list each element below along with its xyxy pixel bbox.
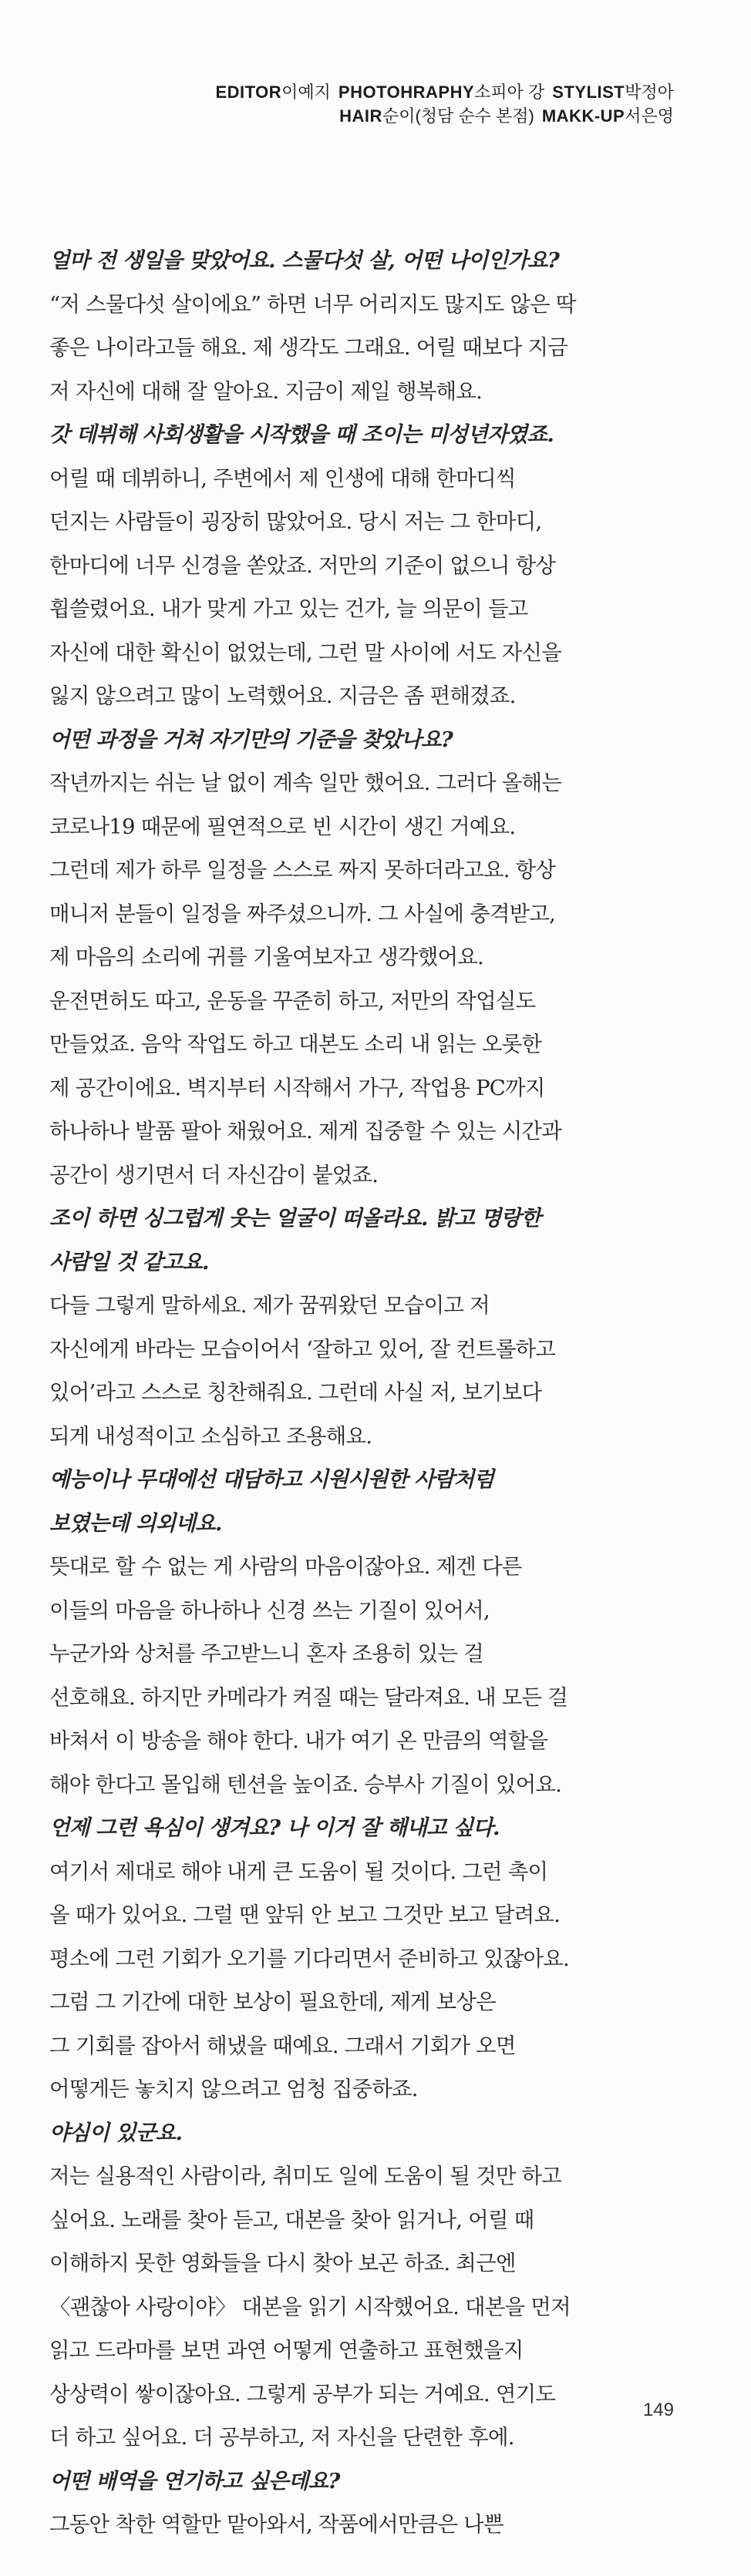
answer-line: 선호해요. 하지만 카메라가 켜질 때는 달라져요. 내 모든 걸 — [49, 1684, 568, 1710]
question-line: 조이 하면 싱그럽게 웃는 얼굴이 떠올라요. 밝고 명랑한 — [49, 1206, 541, 1231]
question-line: 어떤 과정을 거쳐 자기만의 기준을 찾았나요? — [49, 727, 453, 752]
answer-line: 제 마음의 소리에 귀를 기울여보자고 생각했어요. — [49, 945, 483, 969]
answer-line: 저는 실용적인 사람이라, 취미도 일에 도움이 될 것만 하고 — [49, 2164, 562, 2188]
answer-line: 어떻게든 놓치지 않으려고 엄청 집중하죠. — [49, 2077, 418, 2101]
credits-line-1 — [215, 80, 674, 104]
answer-line: “저 스물다섯 살이에요” 하면 너무 어리지도 많지도 않은 딱 — [49, 291, 576, 317]
answer-line: 읽고 드라마를 보면 과연 어떻게 연출하고 표현했을지 — [49, 2338, 524, 2363]
answer-line: 바쳐서 이 방송을 해야 한다. 내가 여기 온 만큼의 역할을 — [49, 1728, 548, 1753]
interview-article — [49, 239, 675, 2547]
answer-line: 더 하고 싶어요. 더 공부하고, 저 자신을 단련한 후에. — [49, 2425, 514, 2450]
answer-line: 상상력이 쌓이잖아요. 그렇게 공부가 되는 거예요. 연기도 — [49, 2381, 556, 2406]
answer-line: 한마디에 너무 신경을 쏟았죠. 저만의 기준이 없으니 항상 — [49, 552, 556, 578]
answer-line: 매니저 분들이 일정을 짜주셨으니까. 그 사실에 충격받고, — [49, 901, 556, 926]
answer-line: 누군가와 상처를 주고받느니 혼자 조용히 있는 걸 — [49, 1641, 483, 1666]
answer-line: 던지는 사람들이 굉장히 많았어요. 당시 저는 그 한마디, — [49, 509, 542, 534]
answer-line: 휩쓸렸어요. 내가 맞게 가고 있는 건가, 늘 의문이 들고 — [49, 596, 528, 621]
answer-line: 잃지 않으려고 많이 노력했어요. 지금은 좀 편해졌죠. — [49, 683, 516, 708]
question-line: 야심이 있군요. — [49, 2120, 183, 2145]
credit-item — [542, 106, 674, 126]
credit-role: STYLIST — [552, 82, 625, 102]
credit-item — [338, 82, 544, 102]
answer-line: 다들 그렇게 말하세요. 제가 꿈꿔왔던 모습이고 저 — [49, 1293, 490, 1318]
answer-line: 공간이 생기면서 더 자신감이 붙었죠. — [49, 1162, 379, 1187]
credit-name: 소피아 강 — [474, 82, 545, 102]
answer-line: 뜻대로 할 수 없는 게 사람의 마음이잖아요. 제겐 다른 — [49, 1554, 522, 1579]
credits-line-2 — [215, 104, 674, 128]
question-line: 갓 데뷔해 사회생활을 시작했을 때 조이는 미성년자였죠. — [49, 422, 554, 447]
answer-line: 하나하나 발품 팔아 채웠어요. 제게 집중할 수 있는 시간과 — [49, 1119, 562, 1144]
credit-role: PHOTOHRAPHY — [338, 82, 475, 102]
question-line: 사람일 것 같고요. — [49, 1249, 209, 1275]
question-line: 예능이나 무대에선 대담하고 시원시원한 사람처럼 — [49, 1467, 494, 1492]
answer-line: 코로나19 때문에 필연적으로 빈 시간이 생긴 거예요. — [49, 814, 516, 839]
answer-line: 올 때가 있어요. 그럴 땐 앞뒤 안 보고 그것만 보고 달려요. — [49, 1903, 561, 1927]
credit-item — [339, 106, 534, 126]
answer-line: 그런데 제가 하루 일정을 스스로 짜지 못하더라고요. 항상 — [49, 858, 556, 882]
answer-line: 평소에 그런 기회가 오기를 기다리면서 준비하고 있잖아요. — [49, 1946, 569, 1971]
page-number: 149 — [642, 2400, 674, 2420]
answer-line: 좋은 나이라고들 해요. 제 생각도 그래요. 어릴 때보다 지금 — [49, 335, 568, 360]
answer-line: 운전면허도 따고, 운동을 꾸준히 하고, 저만의 작업실도 — [49, 988, 536, 1013]
answer-line: 어릴 때 데뷔하니, 주변에서 제 인생에 대해 한마디씩 — [49, 465, 516, 491]
credit-item — [215, 82, 330, 102]
question-line: 어떤 배역을 연기하고 싶은데요? — [49, 2468, 340, 2494]
answer-line: 작년까지는 쉬는 날 없이 계속 일만 했어요. 그러다 올해는 — [49, 771, 562, 795]
answer-line: 있어’라고 스스로 칭찬해줘요. 그런데 사실 저, 보기보다 — [49, 1380, 542, 1405]
credit-name: 순이(청담 순수 본점) — [382, 106, 534, 126]
answer-line: 이들의 마음을 하나하나 신경 쓰는 기질이 있어서, — [49, 1597, 490, 1623]
question-line: 얼마 전 생일을 맞았어요. 스물다섯 살, 어떤 나이인가요? — [49, 248, 560, 273]
credit-role: MAKK-UP — [541, 106, 625, 126]
answer-line: 자신에 대한 확신이 없었는데, 그런 말 사이에 서도 자신을 — [49, 640, 562, 665]
credit-name: 서은영 — [625, 106, 674, 126]
answer-line: 이해하지 못한 영화들을 다시 찾아 보곤 하죠. 최근엔 — [49, 2251, 516, 2275]
answer-line: 그 기회를 잡아서 해냈을 때예요. 그래서 기회가 오면 — [49, 2033, 516, 2058]
credit-name: 박정아 — [625, 82, 674, 102]
answer-line: 자신에게 바라는 모습이어서 ‘잘하고 있어, 잘 컨트롤하고 — [49, 1336, 556, 1362]
answer-line: 〈괜찮아 사랑이야〉 대본을 읽기 시작했어요. 대본을 먼저 — [49, 2294, 571, 2319]
answer-line: 되게 내성적이고 소심하고 조용해요. — [49, 1423, 372, 1449]
answer-line: 싶어요. 노래를 찾아 듣고, 대본을 찾아 읽거나, 어릴 때 — [49, 2207, 534, 2232]
question-line: 언제 그런 욕심이 생겨요? 나 이거 잘 해내고 싶다. — [49, 1815, 500, 1840]
answer-line: 그럼 그 기간에 대한 보상이 필요한데, 제게 보상은 — [49, 1990, 496, 2014]
answer-line: 여기서 제대로 해야 내게 큰 도움이 될 것이다. 그런 촉이 — [49, 1859, 548, 1884]
answer-line: 만들었죠. 음악 작업도 하고 대본도 소리 내 읽는 오롯한 — [49, 1032, 542, 1056]
credit-role: EDITOR — [215, 82, 282, 102]
answer-line: 그동안 착한 역할만 맡아와서, 작품에서만큼은 나쁜 — [49, 2512, 503, 2537]
credits-block — [215, 80, 674, 128]
answer-line: 제 공간이에요. 벽지부터 시작해서 가구, 작업용 PC까지 — [49, 1075, 545, 1100]
credit-item — [552, 82, 674, 102]
credit-role: HAIR — [339, 106, 382, 126]
answer-line: 해야 한다고 몰입해 텐션을 높이죠. 승부사 기질이 있어요. — [49, 1772, 562, 1797]
credit-name: 이예지 — [281, 82, 331, 102]
answer-line: 저 자신에 대해 잘 알아요. 지금이 제일 행복해요. — [49, 378, 483, 404]
question-line: 보였는데 의외네요. — [49, 1510, 222, 1536]
